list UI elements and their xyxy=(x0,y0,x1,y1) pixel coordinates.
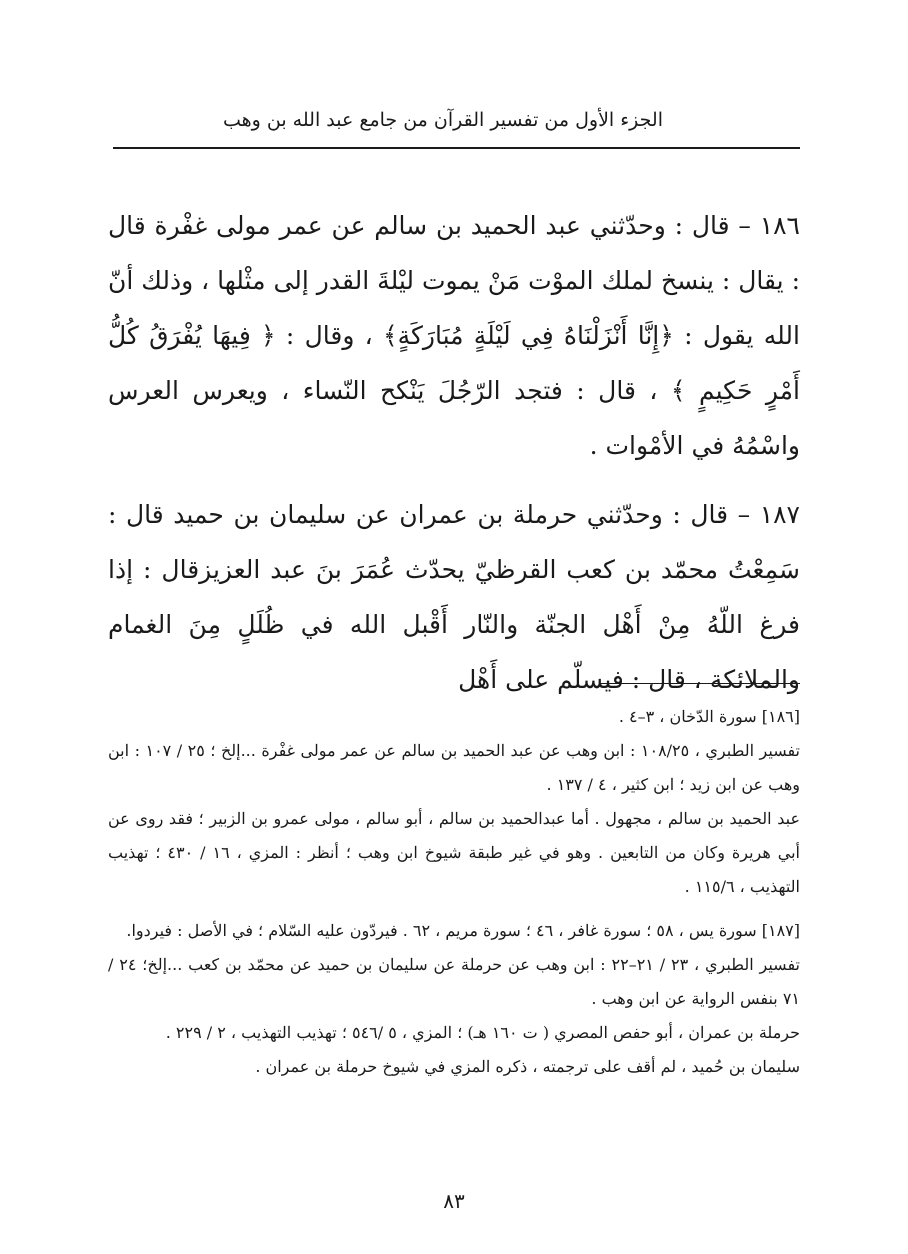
footnote-rule xyxy=(600,683,800,684)
header-rule xyxy=(113,147,800,149)
footnote-187-sulayman: سليمان بن حُميد ، لم أقف على ترجمته ، ذكره المزي في شيوخ حرملة بن عمران . xyxy=(255,1057,800,1076)
footnote-187-quran-ref: [١٨٧] سورة يس ، ٥٨ ؛ سورة غافر ، ٤٦ ؛ سورة مريم ، ٦٢ . فيردّون عليه السّلام ؛ في الأصل : فيردوا. xyxy=(126,921,800,940)
main-text xyxy=(108,198,800,721)
footnote-187-harmala: حرملة بن عمران ، أبو حفص المصري ( ت ١٦٠ هـ) ؛ المزي ، ٥ /٥٤٦ ؛ تهذيب التهذيب ، ٢ / ٢٢٩ . xyxy=(165,1023,800,1042)
running-header: الجزء الأول من تفسير القرآن من جامع عبد الله بن وهب xyxy=(223,109,663,131)
paragraph-187: ١٨٧ – قال : وحدّثني حرملة بن عمران عن سليمان بن حميد قال : سَمِعْتُ محمّد بن كعب القرظيّ يحدّث عُمَرَ بنَ عبد العزيزقال : إذا فرغ اللّهُ مِنْ أَهْل الجنّة والنّار أَقْبل الله في ظُلَلٍ مِنَ الغمام والملائكة ، قال : فيسلّم على أَهْل xyxy=(108,500,800,694)
footnote-186-narrator: عبد الحميد بن سالم ، مجهول . أما عبدالحميد بن سالم ، أبو سالم ، مولى عمرو بن الزبير ؛ فقد روى عن أبي هريرة وكان من التابعين . وهو في غير طبقة شيوخ ابن وهب ؛ أنظر : المزي ، ١٦ / ٤٣٠ ؛ تهذيب التهذيب ، ١١٥/٦ . xyxy=(108,809,800,896)
paragraph-186: ١٨٦ – قال : وحدّثني عبد الحميد بن سالم عن عمر مولى غفْرة قال : يقال : ينسخ لملك الموْت مَنْ يموت ليْلةَ القدر إلى مثْلها ، وذلك أنّ الله يقول : ﴿إِنَّا أَنْزَلْنَاهُ فِي لَيْلَةٍ مُبَارَكَةٍ﴾ ، وقال : ﴿ فِيهَا يُفْرَقُ كُلُّ أَمْرٍ حَكِيمٍ ﴾ ، قال : فتجد الرّجُلَ يَنْكح النّساء ، ويعرس العرس واسْمُهُ في الأمْوات . xyxy=(108,211,800,460)
footnote-186-tabari: تفسير الطبري ، ١٠٨/٢٥ : ابن وهب عن عبد الحميد بن سالم عن عمر مولى غفْرة ...إلخ ؛ ٢٥ / ١٠٧ : ابن وهب عن ابن زيد ؛ ابن كثير ، ٤ / ١٣٧ . xyxy=(108,741,801,794)
footnote-186-quran-ref: [١٨٦] سورة الدّخان ، ٣–٤ . xyxy=(618,707,800,726)
footnote-187-tabari: تفسير الطبري ، ٢٣ / ٢١–٢٢ : ابن وهب عن حرملة عن سليمان بن حميد عن محمّد بن كعب ...إلخ؛ ٢٤ / ٧١ بنفس الرواية عن ابن وهب . xyxy=(108,955,800,1008)
page-number: ٨٣ xyxy=(443,1189,465,1213)
footnotes xyxy=(108,700,800,1084)
